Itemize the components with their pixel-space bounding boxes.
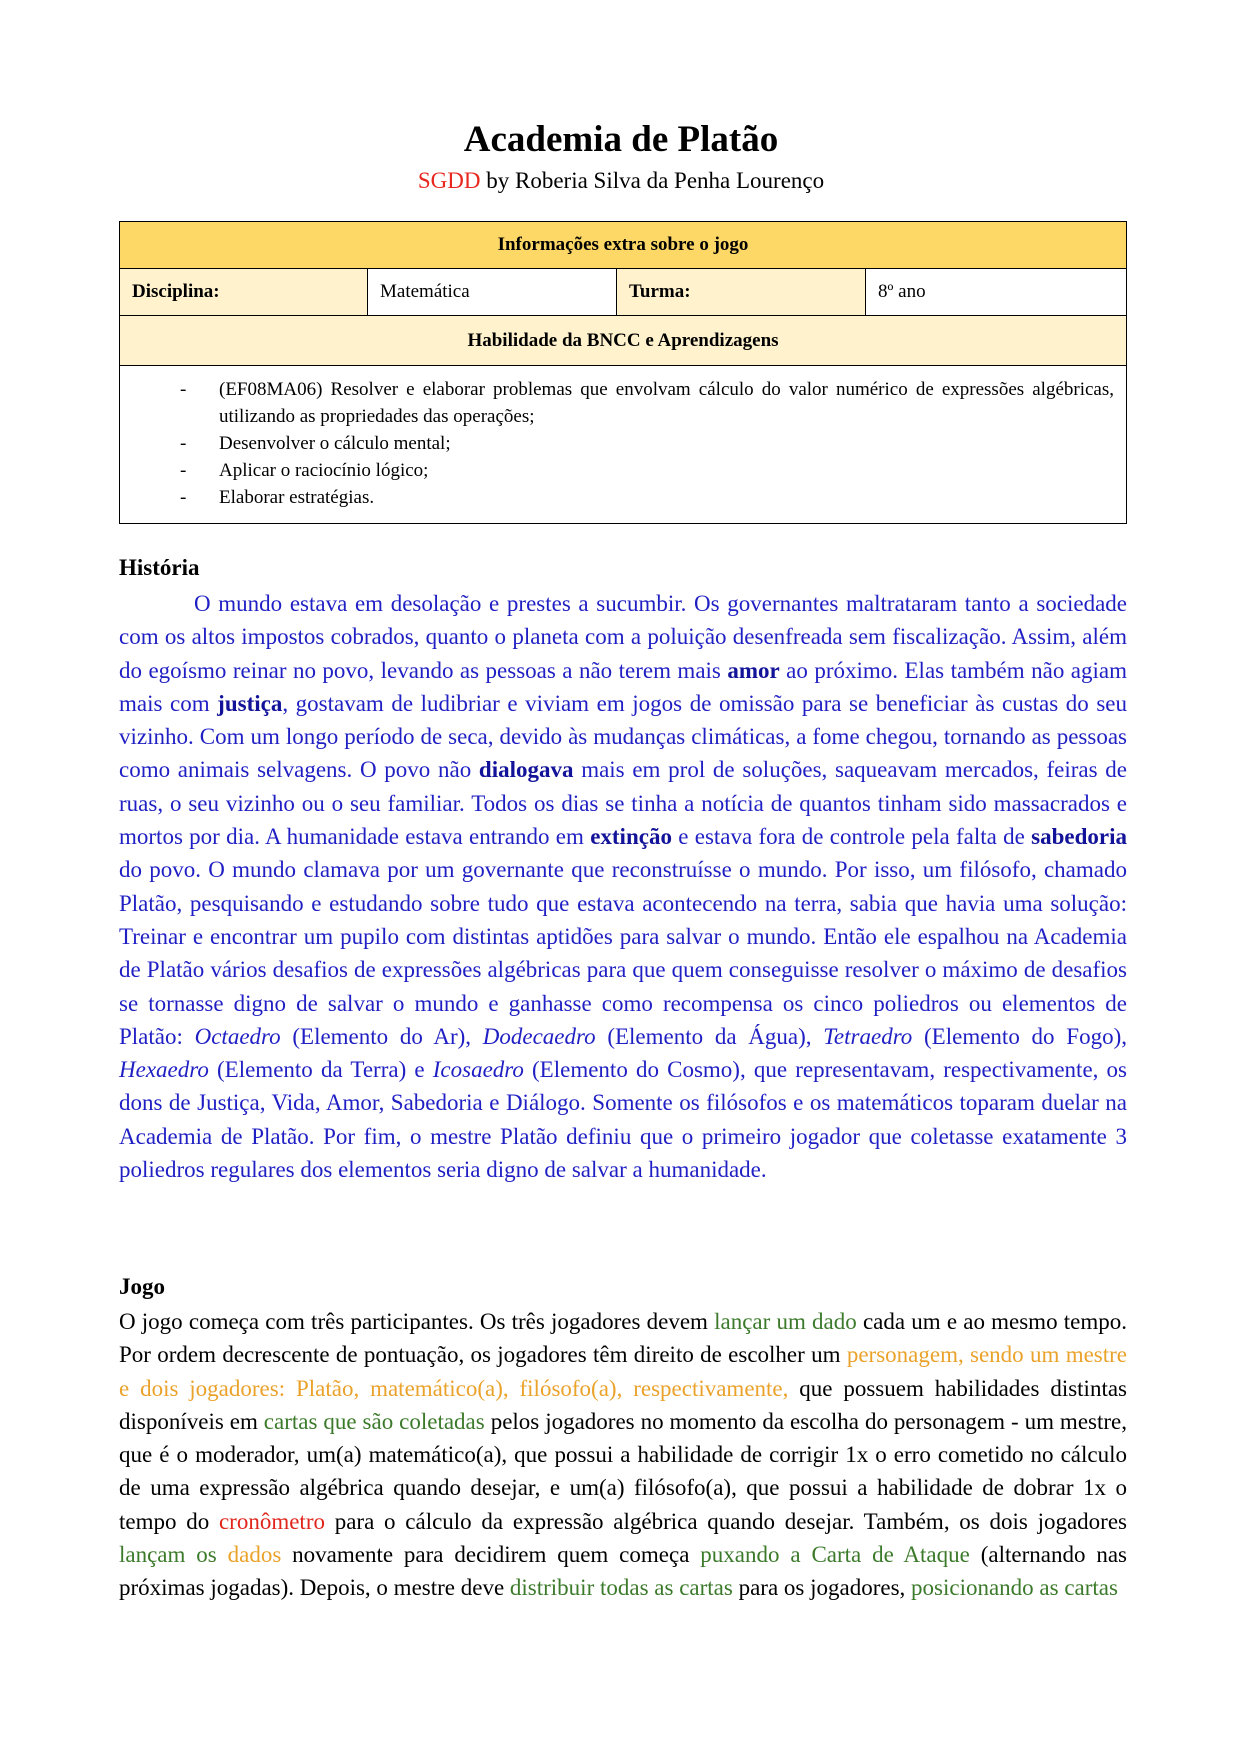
jogo-text-segment: personagem, sendo um mestre e dois jogadores: Platão, matemático(a), filósofo(a), respectivamente, [119, 1342, 1128, 1401]
historia-text-segment: mais em prol de soluções, saqueavam mercados, feiras de ruas, o seu vizinho ou o seu familiar. Todos os dias se tinha a notícia de quantos tinham sido massacrados e mortos por dia. A humanidade estava entrando em [119, 757, 1127, 850]
jogo-text-segment: lançar um dado [714, 1309, 857, 1334]
jogo-text-segment: posicionando as cartas [911, 1575, 1118, 1601]
subtitle-author: by Roberia Silva da Penha Lourenço [480, 168, 825, 193]
historia-text-segment: e estava fora de controle pela falta de [671, 824, 1032, 850]
jogo-text-segment: puxando a Carta de Ataque [700, 1542, 970, 1568]
jogo-text-segment: cartas que são coletadas [263, 1408, 485, 1434]
historia-text-segment: do povo. O mundo clamava por um governante que reconstruísse o mundo. Por isso, um filósofo, chamado Platão, pesquisando e estudando sobre tudo que estava acontecendo na terra, sabia que havia uma solução: Treinar e encontrar um pupilo com distintas aptidões para salvar o mundo. Então ele espalhou na Academia de Platão vários desafios de expressões algébricas para que quem conseguisse resolver o máximo de desafios se tornasse digno de salvar o mundo e ganhasse como recompensa os cinco poliedros ou elementos de Platão: [119, 857, 1127, 1049]
document-title: Academia de Platão [463, 119, 779, 160]
jogo-text-segment: para os jogadores, [732, 1575, 912, 1601]
historia-text-segment: (Elemento do Ar), [280, 1023, 483, 1049]
jogo-text-segment: distribuir todas as cartas [509, 1575, 733, 1601]
skill-item: - Desenvolver o cálculo mental; [132, 430, 1114, 457]
historia-paragraph [119, 587, 1127, 1186]
jogo-text-segment: para o cálculo da expressão algébrica quando desejar. Também, os dois jogadores [324, 1508, 1127, 1534]
game-info-table [119, 221, 1127, 524]
historia-text-segment: dialogava [478, 757, 574, 783]
historia-text-segment: ao próximo. Elas também não agiam mais com [119, 657, 1127, 716]
jogo-text-segment: O jogo começa com três participantes. Os três jogadores devem [119, 1309, 715, 1334]
jogo-text-segment: cada um e ao mesmo tempo. Por ordem decrescente de pontuação, os jogadores têm direito de escolher um [119, 1309, 1127, 1368]
historia-text-segment: (Elemento do Fogo), [912, 1023, 1127, 1049]
historia-text-segment: Tetraedro [823, 1023, 913, 1049]
disciplina-label: Disciplina: [120, 269, 368, 316]
historia-text-segment: amor [727, 657, 780, 683]
turma-value: 8º ano [866, 269, 1127, 316]
jogo-text-segment: que possuem habilidades distintas disponíveis em [119, 1375, 1127, 1434]
historia-heading: História [119, 555, 200, 580]
jogo-text-segment: (alternando nas próximas jogadas). Depois, o mestre deve [119, 1542, 1127, 1601]
skills-cell [120, 366, 1127, 524]
skill-item: - (EF08MA06) Resolver e elaborar problemas que envolvam cálculo do valor numérico de expressões algébricas, utilizando as propriedades das operações; [132, 376, 1114, 430]
skill-item: - Aplicar o raciocínio lógico; [132, 457, 1114, 484]
jogo-text-segment: lançam os [119, 1542, 217, 1568]
historia-text-segment: O mundo estava em desolação e prestes a sucumbir. Os governantes maltrataram tanto a sociedade com os altos impostos cobrados, quanto o planeta com a poluição desenfreada sem fiscalização. Assim, além do egoísmo reinar no povo, levando as pessoas a não terem mais [119, 591, 1127, 683]
bncc-heading: Habilidade da BNCC e Aprendizagens [120, 316, 1127, 366]
turma-label: Turma: [617, 269, 866, 316]
info-table-heading: Informações extra sobre o jogo [120, 222, 1127, 269]
jogo-heading: Jogo [119, 1274, 165, 1299]
skill-item: - Elaborar estratégias. [132, 484, 1114, 511]
historia-text-segment: , gostavam de ludibriar e viviam em jogos de omissão para se beneficiar às custas do seu vizinho. Com um longo período de seca, devido às mudanças climáticas, a fome chegou, tornando as pessoas como animais selvagens. O povo não [119, 690, 1127, 783]
jogo-text-segment: dados [227, 1542, 282, 1568]
jogo-text-segment: novamente para decidirem quem começa [281, 1542, 701, 1568]
historia-text-segment: (Elemento da Terra) e [208, 1057, 433, 1083]
jogo-text-segment: cronômetro [218, 1508, 325, 1534]
historia-text-segment: Dodecaedro [482, 1023, 596, 1049]
jogo-text-segment: pelos jogadores no momento da escolha do personagem - um mestre, que é o moderador, um(a) matemático(a), que possui a habilidade de corrigir 1x o erro cometido no cálculo de uma expressão algébrica quando desejar, e um(a) filósofo(a), que possui a habilidade de dobrar 1x o tempo do [119, 1408, 1127, 1534]
document-subtitle [0, 166, 1242, 196]
subtitle-sgdd: SGDD [417, 168, 481, 193]
historia-text-segment: Hexaedro [119, 1057, 209, 1083]
historia-text-segment: Octaedro [194, 1023, 281, 1049]
historia-text-segment: Icosaedro [432, 1057, 524, 1083]
historia-text-segment: (Elemento do Cosmo), que representavam, respectivamente, os dons de Justiça, Vida, Amor, Sabedoria e Diálogo. Somente os filósofos e os matemáticos toparam duelar na Academia de Platão. Por fim, o mestre Platão definiu que o primeiro jogador que coletasse exatamente 3 poliedros regulares dos elementos seria digno de salvar a humanidade. [119, 1057, 1128, 1183]
jogo-text-segment [217, 1542, 228, 1567]
jogo-paragraph [119, 1305, 1127, 1605]
skills-list [132, 376, 1114, 511]
disciplina-value: Matemática [368, 269, 617, 316]
historia-text-segment: justiça [217, 690, 283, 716]
historia-text-segment: sabedoria [1031, 824, 1127, 850]
historia-text-segment: (Elemento da Água), [595, 1023, 824, 1049]
historia-text-segment: extinção [590, 824, 672, 850]
